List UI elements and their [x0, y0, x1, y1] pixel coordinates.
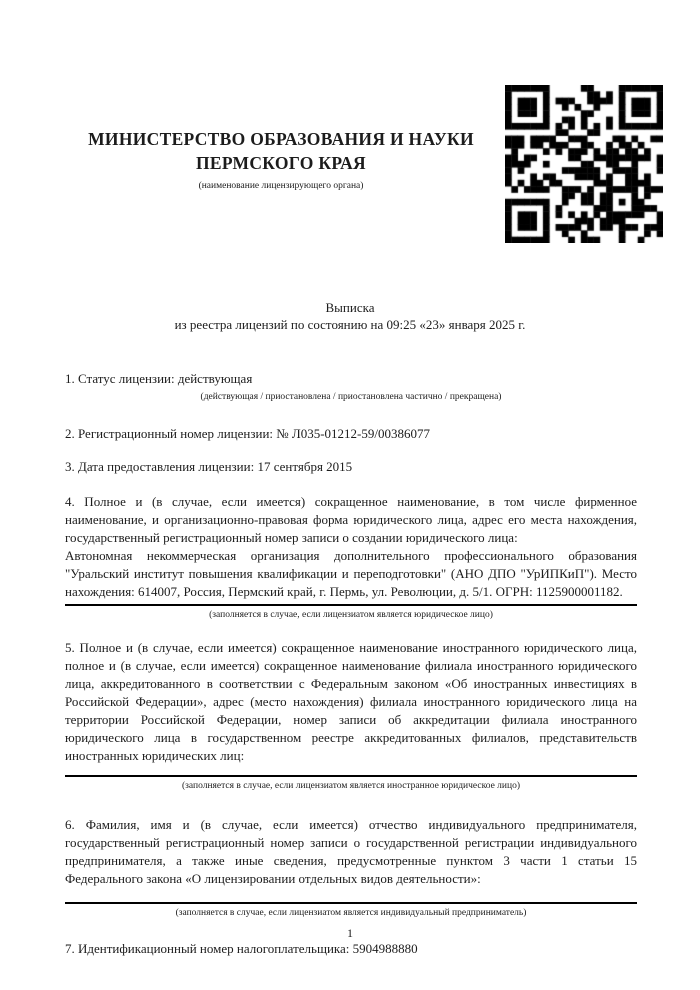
registration-number-item: 2. Регистрационный номер лицензии: № Л035-01212-59/00386077	[65, 426, 431, 441]
foreign-entity-label: 5. Полное и (в случае, если имеется) сокращенное наименование иностранного юридического лица, полное и (в случае, если имеется) сокращенное наименование филиала иностранного юридического лица, аккредитованного в соответствии с Федеральным законом «Об иностранных инвестициях в Российской Федерации», адрес (место нахождения) филиала иностранного юридического лица на территории Российской Федерации, номер записи об аккредитации филиала иностранного юридического лица в государственном реестре аккредитованных филиалов, представительств иностранных юридических лиц:	[65, 640, 637, 763]
foreign-entity-caption: (заполняется в случае, если лицензиатом является иностранное юридическое лицо)	[182, 781, 520, 791]
license-grant-date-item: 3. Дата предоставления лицензии: 17 сентября 2015	[65, 459, 353, 474]
ministry-name-line2: ПЕРМСКОГО КРАЯ	[196, 153, 366, 173]
document-body	[0, 370, 700, 958]
foreign-entity-item	[65, 639, 637, 792]
licensing-authority-block	[65, 85, 505, 191]
foreign-entity-rule	[65, 775, 637, 777]
entrepreneur-item	[65, 816, 637, 919]
taxpayer-id-item: 7. Идентификационный номер налогоплательщика: 5904988880	[65, 941, 418, 956]
legal-entity-label: 4. Полное и (в случае, если имеется) сокращенное наименование, в том числе фирменное наименование, и организационно-правовая форма юридического лица, адрес его места нахождения, государственный регистрационный номер записи о создании юридического лица:	[65, 494, 637, 545]
entrepreneur-label: 6. Фамилия, имя и (в случае, если имеется) отчество индивидуального предпринимателя, государственный регистрационный номер записи о государственной регистрации индивидуального предпринимателя, а также иные сведения, предусмотренные пунктом 3 части 1 статьи 15 Федерального закона «О лицензировании отдельных видов деятельности»:	[65, 817, 637, 886]
page-number: 1	[347, 926, 353, 940]
legal-entity-rule	[65, 604, 637, 606]
license-status-text: 1. Статус лицензии: действующая	[65, 371, 253, 386]
document-title	[0, 300, 700, 333]
legal-entity-item	[65, 493, 637, 621]
license-status-item	[65, 370, 637, 403]
document-title-line1: Выписка	[325, 300, 375, 315]
license-status-caption: (действующая / приостановлена / приостановлена частично / прекращена)	[200, 392, 502, 402]
document-header	[0, 0, 700, 243]
ministry-name-line1: МИНИСТЕРСТВО ОБРАЗОВАНИЯ И НАУКИ	[88, 129, 474, 149]
entrepreneur-caption: (заполняется в случае, если лицензиатом является индивидуальный предприниматель)	[175, 908, 527, 918]
document-title-line2: из реестра лицензий по состоянию на 09:25 «23» января 2025 г.	[174, 316, 526, 332]
legal-entity-value: Автономная некоммерческая организация дополнительного профессионального образования "Уральский институт повышения квалификации и переподготовки" (АНО ДПО "УрИПКиП"). Место нахождения: 614007, Россия, Пермский край, г. Пермь, ул. Революции, д. 5/1. ОГРН: 1125900001182.	[65, 548, 637, 599]
licensing-authority-caption: (наименование лицензирующего органа)	[198, 181, 364, 191]
entrepreneur-rule	[65, 902, 637, 904]
legal-entity-caption: (заполняется в случае, если лицензиатом является юридическое лицо)	[209, 610, 493, 620]
qr-code	[505, 85, 663, 243]
